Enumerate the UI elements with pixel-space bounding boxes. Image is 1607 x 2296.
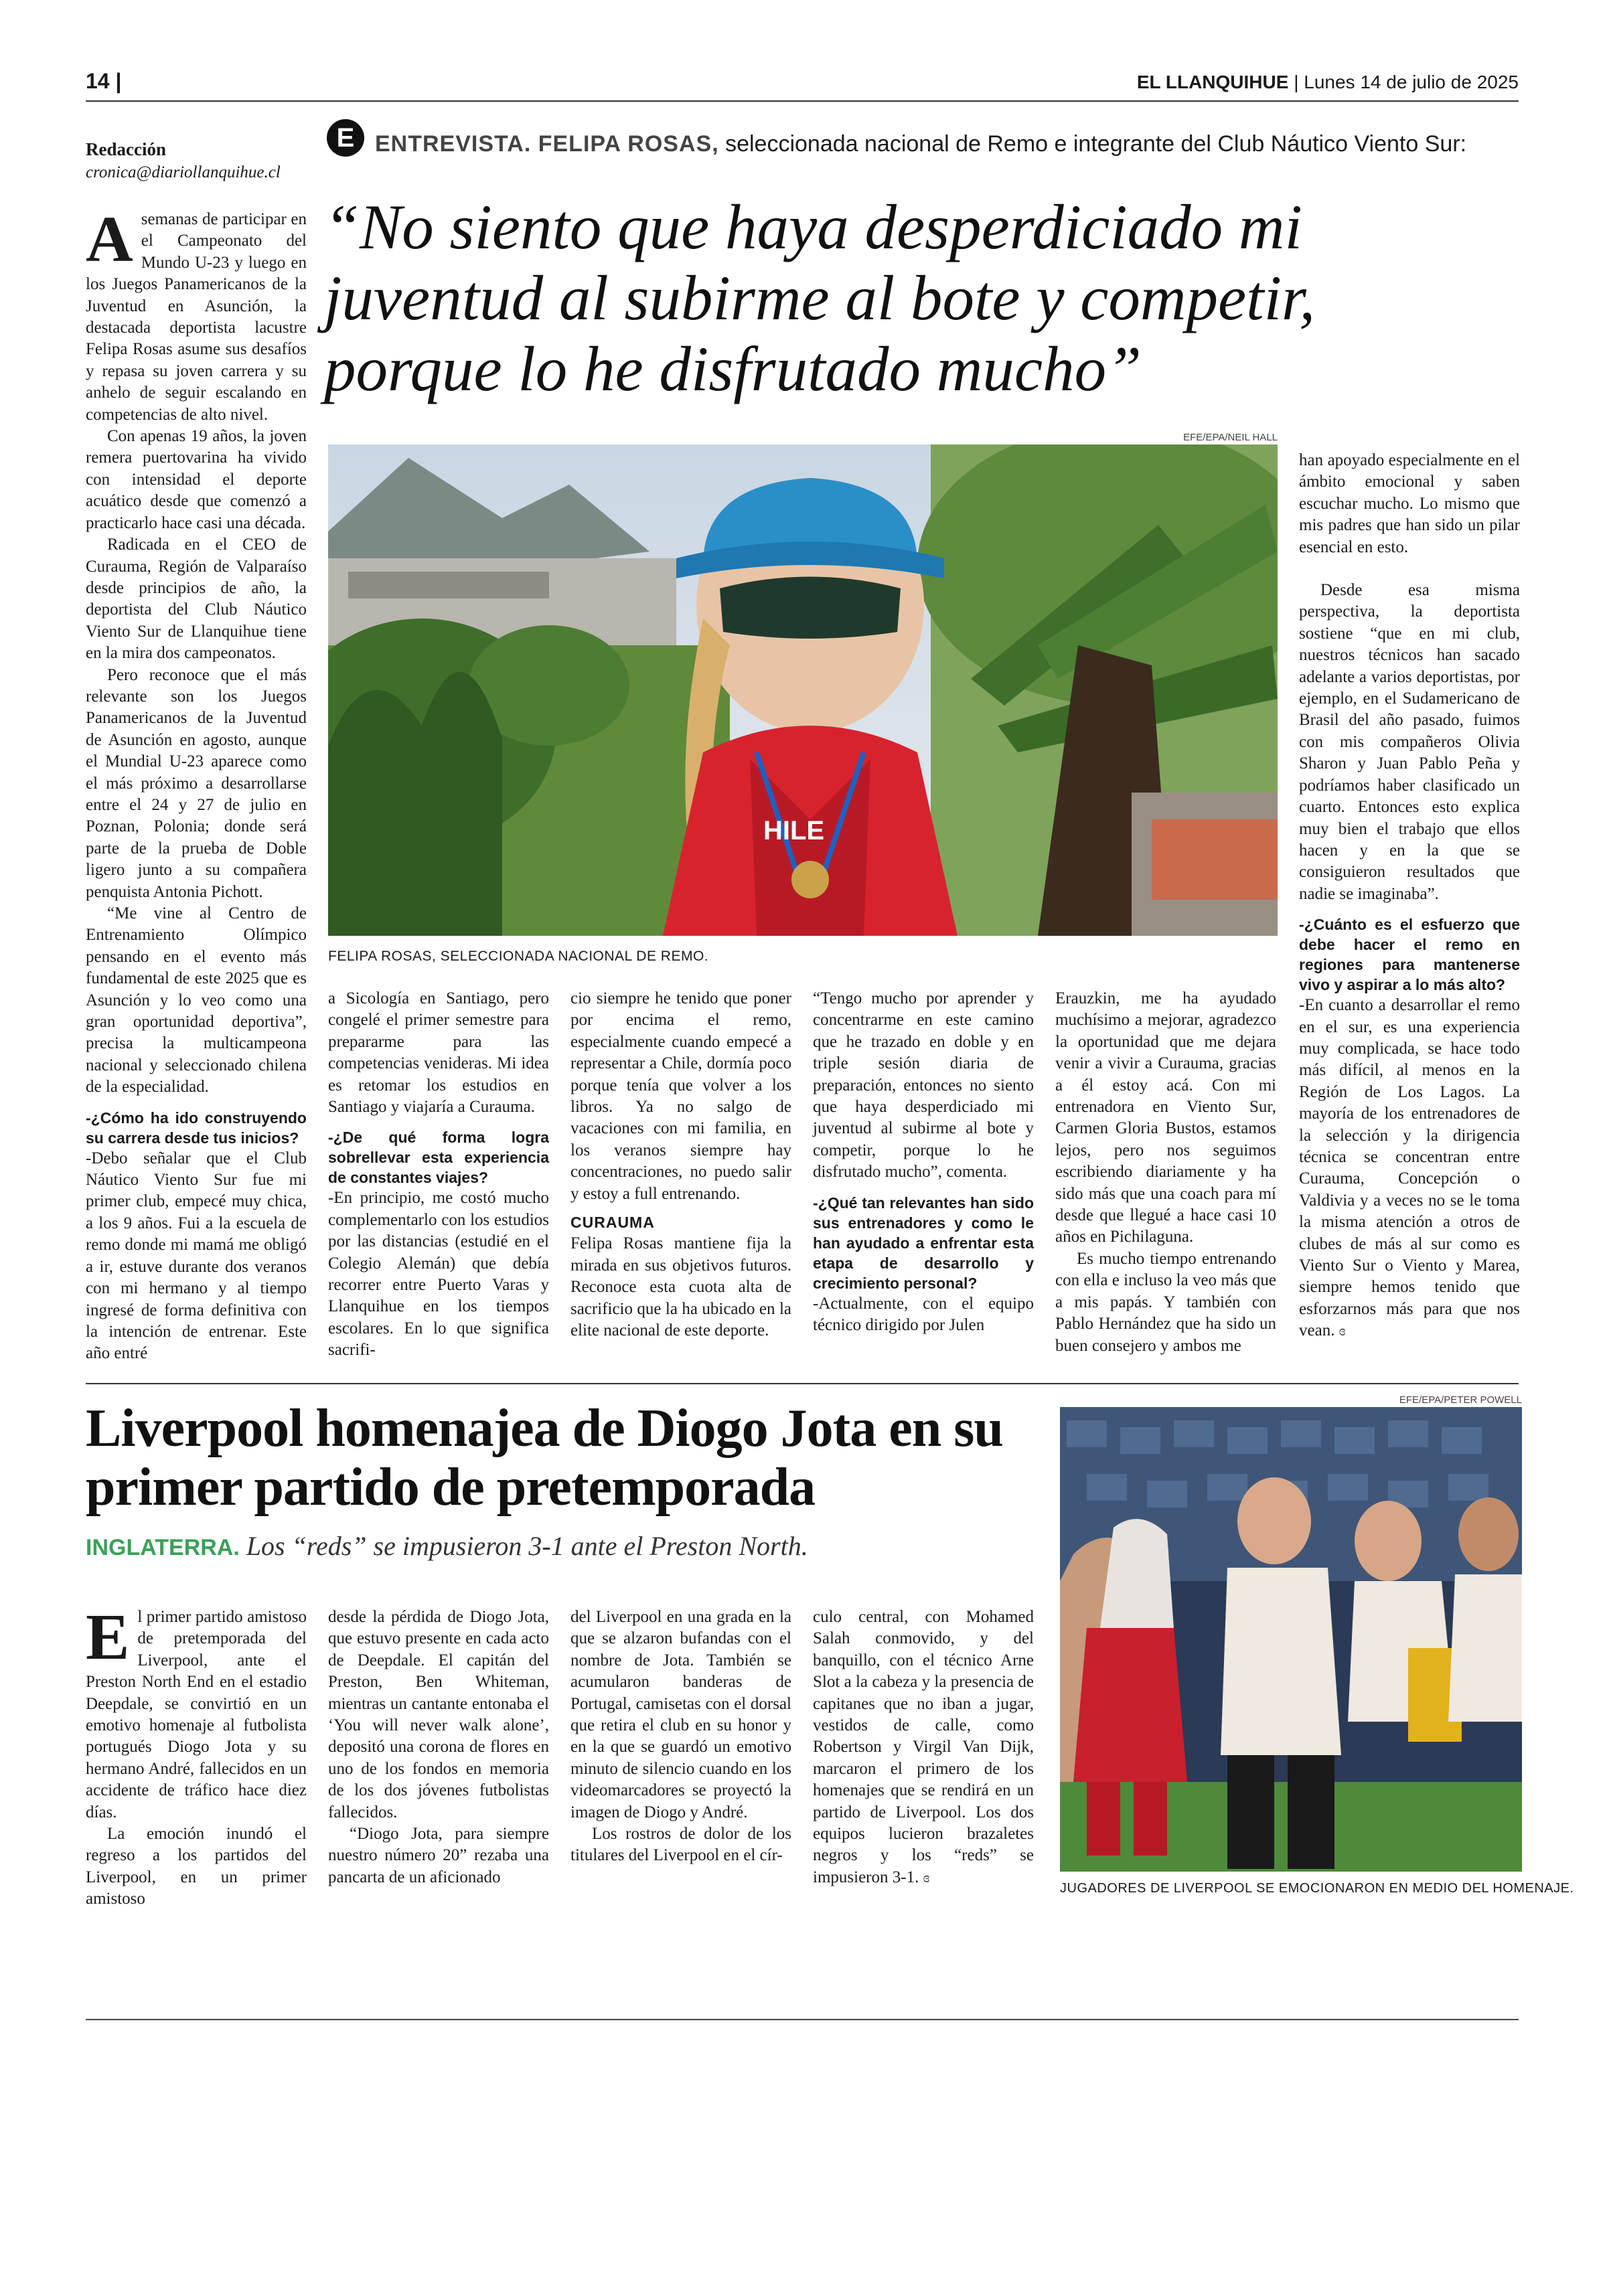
paragraph: -Debo señalar que el Club Náutico Viento Sur fue mi primer club, empecé muy chica, a los 9 años. Fui a la escuela de remo donde mi mamá me obligó a ir, estuve durante dos veranos con mi hermano y al tiempo ingresé de forma definitiva con la intención de entrenar. Este año entré <box>86 1149 307 1363</box>
interview-question: -¿Cuánto es el esfuerzo que debe hacer el remo en regiones para mantenerse vivo y aspirar a lo más alto? <box>1299 916 1520 994</box>
paragraph: “Diogo Jota, para siempre nuestro número 20” rezaba una pancarta de un aficionado <box>328 1825 549 1886</box>
article-kicker <box>86 1530 808 1562</box>
article-headline: “No siento que haya desperdiciado mi juventud al subirme al bote y competir, porque lo he disfrutado mucho” <box>324 191 1316 404</box>
byline-email: cronica@diariollanquihue.cl <box>86 163 281 181</box>
paragraph: La emoción inundó el regreso a los partidos del Liverpool, en un primer amistoso <box>86 1825 307 1908</box>
article2-column-3 <box>570 1607 791 1867</box>
paragraph: -Actualmente, con el equipo técnico dirigido por Julen <box>813 1294 1034 1335</box>
paragraph: Es mucho tiempo entrenando con ella e incluso la veo más que a mis papás. Y también con Pablo Hernández que ha sido un buen consejero y ambos me <box>1055 1249 1276 1355</box>
paragraph: Erauzkin, me ha ayudado muchísimo a mejorar, agradezco la oportunidad que me dejara venir a vivir a Curauma, gracias a él estoy acá. Con mi entrenadora en Viento Sur, Carmen Gloria Bustos, estamos lejos, pero nos seguimos escribiendo diariamente y ha sido más que una coach para mí desde que llegué a hace casi 10 años en Pichilaguna. <box>1055 989 1276 1246</box>
article-column-1 <box>86 203 307 1365</box>
kicker-label: INGLATERRA. <box>86 1535 240 1560</box>
interview-kicker <box>375 131 1466 157</box>
paragraph: desde la pérdida de Diogo Jota, que estuvo presente en cada acto de Deepdale. El capitán del Preston, Ben Whiteman, mientras un cantante entonaba el ‘You will never walk alone’, depositó una corona de flores en uno de los fondos en memoria de los dos jóvenes futbolistas fallecidos. <box>328 1608 549 1821</box>
photo-credit: EFE/EPA/PETER POWELL <box>1399 1394 1522 1406</box>
athlete-photo <box>328 444 1278 936</box>
kicker-text: Los “reds” se impusieron 3-1 ante el Preston North. <box>246 1531 808 1561</box>
paragraph: Desde esa misma perspectiva, la deportista sostiene “que en mi club, nuestros técnicos han sacado adelante a varios deportistas, por ejemplo, en el Sudamericano de Brasil del año pasado, fuimos con mis compañeros Olivia Sharon y Juan Pablo Peña y podríamos haber clasificado un cuarto. Entonces esto explica muy bien el trabajo que ellos hacen y en la que se consiguieron resultados que nadie se imaginaba”. <box>1299 581 1520 903</box>
end-mark-icon: ɞ <box>1338 1322 1346 1339</box>
publication-name: EL LLANQUIHUE <box>1136 72 1289 92</box>
drop-cap: E <box>86 1601 130 1673</box>
paragraph: culo central, con Mohamed Salah conmovido, y del banquillo, con el técnico Arne Slot a la cabeza y la presencia de capitanes que no iban a jugar, vestidos de calle, como Robertson y Virgil Van Dijk, marcaron el primero de los homenajes que se rendirá en un partido de Liverpool. Los dos equipos lucieron brazaletes negros y los “reds” se impusieron 3-1. ɞ <box>813 1608 1034 1886</box>
article2-column-1 <box>86 1601 307 1910</box>
kicker-label: ENTREVISTA. FELIPA ROSAS, <box>375 131 719 157</box>
paragraph: Los rostros de dolor de los titulares del Liverpool en el cír- <box>570 1825 791 1865</box>
article2-column-4 <box>813 1607 1034 1888</box>
header-rule <box>86 100 1519 102</box>
end-mark-icon: ɞ <box>923 1868 930 1886</box>
photo-credit: EFE/EPA/NEIL HALL <box>1183 432 1278 443</box>
kicker-text: seleccionada nacional de Remo e integrante del Club Náutico Viento Sur: <box>725 131 1467 157</box>
players-photo <box>1060 1407 1522 1872</box>
byline-name: Redacción <box>86 139 166 159</box>
paragraph: Radicada en el CEO de Curauma, Región de Valparaíso desde principios de año, la deportista del Club Náutico Viento Sur de Llanquihue tiene en la mira dos campeonatos. <box>86 536 307 663</box>
article-column-6 <box>1299 450 1520 1342</box>
lead-paragraph: Asemanas de participar en el Campeonato del Mundo U-23 y luego en los Juegos Panamericanos de la Juventud en Asunción, la destacada deportista lacustre Felipa Rosas asume sus desafíos y repasa su joven carrera y su anhelo de seguir escalando en competencias de alto nivel. <box>86 203 307 424</box>
page-number: 14 | <box>86 69 122 93</box>
paragraph: Felipa Rosas mantiene fija la mirada en sus objetivos futuros. Reconoce esta cuota alta de sacrificio que la ha ubicado en la elite nacional de este deporte. <box>570 1234 791 1340</box>
section-badge: E <box>327 119 364 157</box>
footer-rule <box>86 2019 1519 2020</box>
paragraph: -En principio, me costó mucho complementarlo con los estudios por las distancias (estudié en el Colegio Alemán) que debía recorrer entre Puerto Varas y Llanquihue en los tiempos escolares. En lo que significa sacrifi- <box>328 1189 549 1360</box>
drop-cap: A <box>86 203 133 276</box>
paragraph: han apoyado especialmente en el ámbito emocional y saben escuchar mucho. Lo mismo que mis padres que han sido un pilar esencial en esto. <box>1299 451 1520 556</box>
article-divider <box>86 1383 1519 1384</box>
article-column-2 <box>328 988 549 1362</box>
article-column-4 <box>813 988 1034 1336</box>
page-header-info: EL LLANQUIHUE | Lunes 14 de julio de 2025 <box>1136 72 1519 92</box>
photo-caption: FELIPA ROSAS, SELECCIONADA NACIONAL DE REMO. <box>328 949 709 964</box>
photo-caption: JUGADORES DE LIVERPOOL SE EMOCIONARON EN MEDIO DEL HOMENAJE. <box>1060 1881 1574 1896</box>
paragraph: cio siempre he tenido que poner por encima el remo, especialmente cuando empecé a representar a Chile, dormía poco porque tenía que volver a los libros. Ya no salgo de vacaciones con mi familia, en los veranos siempre hay concentraciones, no puedo salir y estoy a full entrenando. <box>570 989 791 1203</box>
article-headline: Liverpool homenajea de Diogo Jota en su primer partido de pretemporada <box>86 1399 1003 1517</box>
article-column-3 <box>570 988 791 1342</box>
issue-date: Lunes 14 de julio de 2025 <box>1304 72 1519 92</box>
article-column-5 <box>1055 988 1276 1357</box>
paragraph: Pero reconoce que el más relevante son los Juegos Panamericanos de la Juventud de Asunción en agosto, aunque el Mundial U-23 aparece como el más próximo a desarrollarse entre el 24 y 27 de julio en Poznan, Polonia; donde será parte de la prueba de Doble ligero junto a su compañera penquista Antonia Pichott. <box>86 665 307 901</box>
paragraph: “Tengo mucho por aprender y concentrarme en este camino que he trazado en doble y en triple sesión diaria de preparación, entonces no siento que haya desperdiciado mi juventud al subirme al bote y competir, porque lo he disfrutado mucho”, comenta. <box>813 989 1034 1181</box>
interview-question: -¿Cómo ha ido construyendo su carrera desde tus inicios? <box>86 1109 307 1147</box>
subheading: CURAUMA <box>570 1214 655 1232</box>
paragraph: del Liverpool en una grada en la que se alzaron bufandas con el nombre de Jota. También se acumularon banderas de Portugal, camisetas con el dorsal que retira el club en su honor y en la que se guardó un emotivo minuto de silencio cuando en los videomarcadores se proyectó la imagen de Diogo y André. <box>570 1608 791 1821</box>
paragraph: -En cuanto a desarrollar el remo en el sur, es una experiencia muy complicada, se hace todo más difícil, al menos en la Región de Los Lagos. La mayoría de los entrenadores de la selección y la dirigencia técnica se concentran entre Curauma, Concepción o Valdivia y a veces no se le toma la misma atención a otros de clubes de más al sur como es Viento Sur o Viento y Marea, siempre hemos tenido que esforzarnos más para que nos vean. ɞ <box>1299 996 1520 1340</box>
lead-paragraph: El primer partido amistoso de pretemporada del Liverpool, ante el Preston North End en el estadio Deepdale, se convirtió en un emotivo homenaje al futbolista portugués Diogo Jota y su hermano André, fallecidos en un accidente de tráfico hace diez días. <box>86 1601 307 1821</box>
interview-question: -¿Qué tan relevantes han sido sus entrenadores y como le han ayudado a enfrentar esta etapa de desarrollo y crecimiento personal? <box>813 1194 1034 1292</box>
interview-question: -¿De qué forma logra sobrellevar esta experiencia de constantes viajes? <box>328 1129 549 1187</box>
article2-column-2 <box>328 1607 549 1888</box>
svg-text:HILE: HILE <box>763 816 825 845</box>
paragraph: Con apenas 19 años, la joven remera puertovarina ha vivido con intensidad el deporte acuático desde que comenzó a practicarlo hace casi una década. <box>86 427 307 532</box>
paragraph: a Sicología en Santiago, pero congelé el primer semestre para prepararme para las competencias venideras. Mi idea es retomar los estudios en Santiago y viajaría a Curauma. <box>328 989 549 1117</box>
paragraph: “Me vine al Centro de Entrenamiento Olímpico pensando en el evento más fundamental de este 2025 que es Asunción y lo veo como una gran oportunidad deportiva”, precisa la multicampeona nacional y seleccionado chilena de la especialidad. <box>86 904 307 1096</box>
